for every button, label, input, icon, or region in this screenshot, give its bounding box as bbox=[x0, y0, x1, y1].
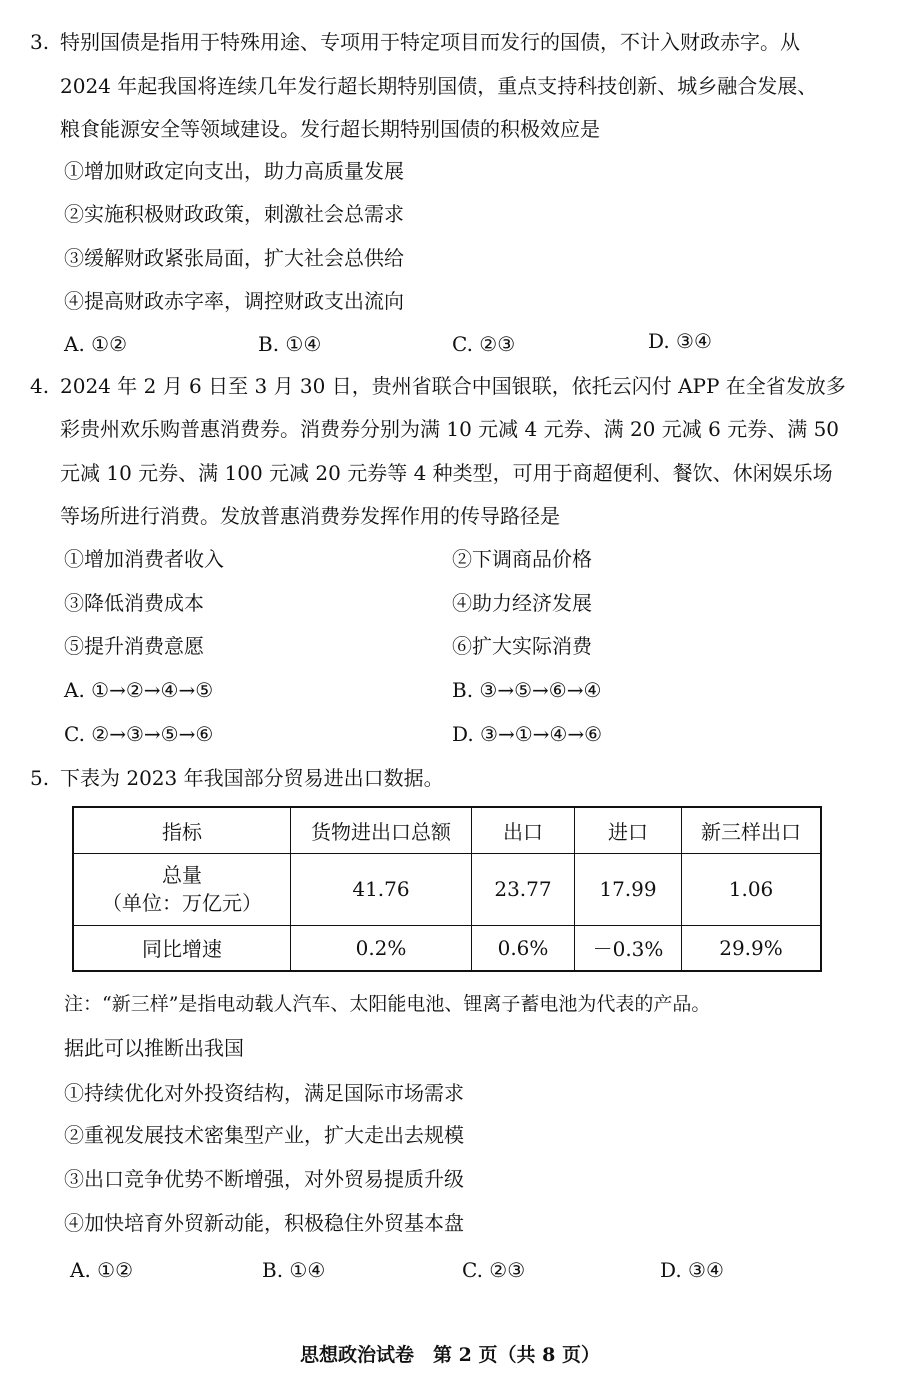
statement-item: ②实施积极财政政策，刺激社会总需求 bbox=[64, 202, 404, 226]
question-number: 4. bbox=[30, 374, 50, 398]
question-stem-line: 等场所进行消费。发放普惠消费券发挥作用的传导路径是 bbox=[60, 504, 560, 528]
table-cell: 41.76 bbox=[291, 853, 472, 925]
statement-item: ②下调商品价格 bbox=[452, 547, 592, 571]
statement-item: ③缓解财政紧张局面，扩大社会总供给 bbox=[64, 246, 404, 270]
choice-b[interactable]: B. ①④ bbox=[258, 332, 322, 356]
question-stem-line: 下表为 2023 年我国部分贸易进出口数据。 bbox=[60, 766, 444, 790]
choice-a[interactable]: A. ①② bbox=[70, 1258, 134, 1282]
statement-item: ①增加财政定向支出，助力高质量发展 bbox=[64, 159, 404, 183]
choice-a[interactable]: A. ①② bbox=[64, 332, 128, 356]
question-stem-line: 元减 10 元券、满 100 元减 20 元券等 4 种类型，可用于商超便利、餐饮、休闲娱乐场 bbox=[60, 461, 833, 485]
statement-item: ①持续优化对外投资结构，满足国际市场需求 bbox=[64, 1081, 464, 1105]
choice-c[interactable]: C. ②③ bbox=[452, 332, 516, 356]
table-cell: 0.6% bbox=[472, 925, 575, 971]
table-cell: 1.06 bbox=[682, 853, 822, 925]
choice-b[interactable]: B. ①④ bbox=[262, 1258, 326, 1282]
statement-item: ④加快培育外贸新动能，积极稳住外贸基本盘 bbox=[64, 1211, 464, 1235]
table-cell: 17.99 bbox=[575, 853, 682, 925]
row-label-cell: 同比增速 bbox=[73, 925, 291, 971]
row-label-cell bbox=[73, 853, 291, 925]
statement-item: ⑤提升消费意愿 bbox=[64, 634, 204, 658]
choice-c[interactable]: C. ②→③→⑤→⑥ bbox=[64, 722, 214, 746]
question-number: 3. bbox=[30, 30, 50, 54]
table-row bbox=[73, 853, 821, 925]
statement-item: ③降低消费成本 bbox=[64, 591, 204, 615]
question-stem-line: 特别国债是指用于特殊用途、专项用于特定项目而发行的国债，不计入财政赤字。从 bbox=[60, 30, 800, 54]
table-header-cell: 货物进出口总额 bbox=[291, 807, 472, 853]
table-row bbox=[73, 925, 821, 971]
table-cell: 29.9% bbox=[682, 925, 822, 971]
question-lead: 据此可以推断出我国 bbox=[64, 1036, 244, 1060]
table-header-cell: 新三样出口 bbox=[682, 807, 822, 853]
choice-c[interactable]: C. ②③ bbox=[462, 1258, 526, 1282]
question-stem-line: 2024 年 2 月 6 日至 3 月 30 日，贵州省联合中国银联，依托云闪付 APP 在全省发放多 bbox=[60, 374, 846, 398]
row-label-unit: （单位：万亿元） bbox=[102, 891, 262, 915]
choice-b[interactable]: B. ③→⑤→⑥→④ bbox=[452, 678, 602, 702]
choice-d[interactable]: D. ③④ bbox=[660, 1258, 724, 1282]
statement-item: ④提高财政赤字率，调控财政支出流向 bbox=[64, 289, 404, 313]
table-header-cell: 出口 bbox=[472, 807, 575, 853]
page-footer: 思想政治试卷 第 2 页（共 8 页） bbox=[300, 1344, 600, 1366]
table-cell: －0.3% bbox=[575, 925, 682, 971]
question-number: 5. bbox=[30, 766, 50, 790]
choice-a[interactable]: A. ①→②→④→⑤ bbox=[64, 678, 214, 702]
table-note: 注：“新三样”是指电动载人汽车、太阳能电池、锂离子蓄电池为代表的产品。 bbox=[64, 993, 711, 1015]
question-stem-line: 2024 年起我国将连续几年发行超长期特别国债，重点支持科技创新、城乡融合发展、 bbox=[60, 74, 818, 98]
table-header-cell: 指标 bbox=[73, 807, 291, 853]
trade-data-table bbox=[72, 806, 822, 972]
choice-d[interactable]: D. ③→①→④→⑥ bbox=[452, 722, 603, 746]
table-header-row bbox=[73, 807, 821, 853]
table-header-cell: 进口 bbox=[575, 807, 682, 853]
choice-d[interactable]: D. ③④ bbox=[648, 329, 712, 353]
statement-item: ③出口竞争优势不断增强，对外贸易提质升级 bbox=[64, 1167, 464, 1191]
table-cell: 23.77 bbox=[472, 853, 575, 925]
statement-item: ②重视发展技术密集型产业，扩大走出去规模 bbox=[64, 1123, 464, 1147]
question-stem-line: 彩贵州欢乐购普惠消费券。消费券分别为满 10 元减 4 元券、满 20 元减 6 元券、满 50 bbox=[60, 417, 840, 441]
row-label-line: 总量 bbox=[162, 863, 202, 887]
statement-item: ⑥扩大实际消费 bbox=[452, 634, 592, 658]
statement-item: ④助力经济发展 bbox=[452, 591, 592, 615]
table-cell: 0.2% bbox=[291, 925, 472, 971]
statement-item: ①增加消费者收入 bbox=[64, 547, 224, 571]
question-stem-line: 粮食能源安全等领域建设。发行超长期特别国债的积极效应是 bbox=[60, 117, 600, 141]
